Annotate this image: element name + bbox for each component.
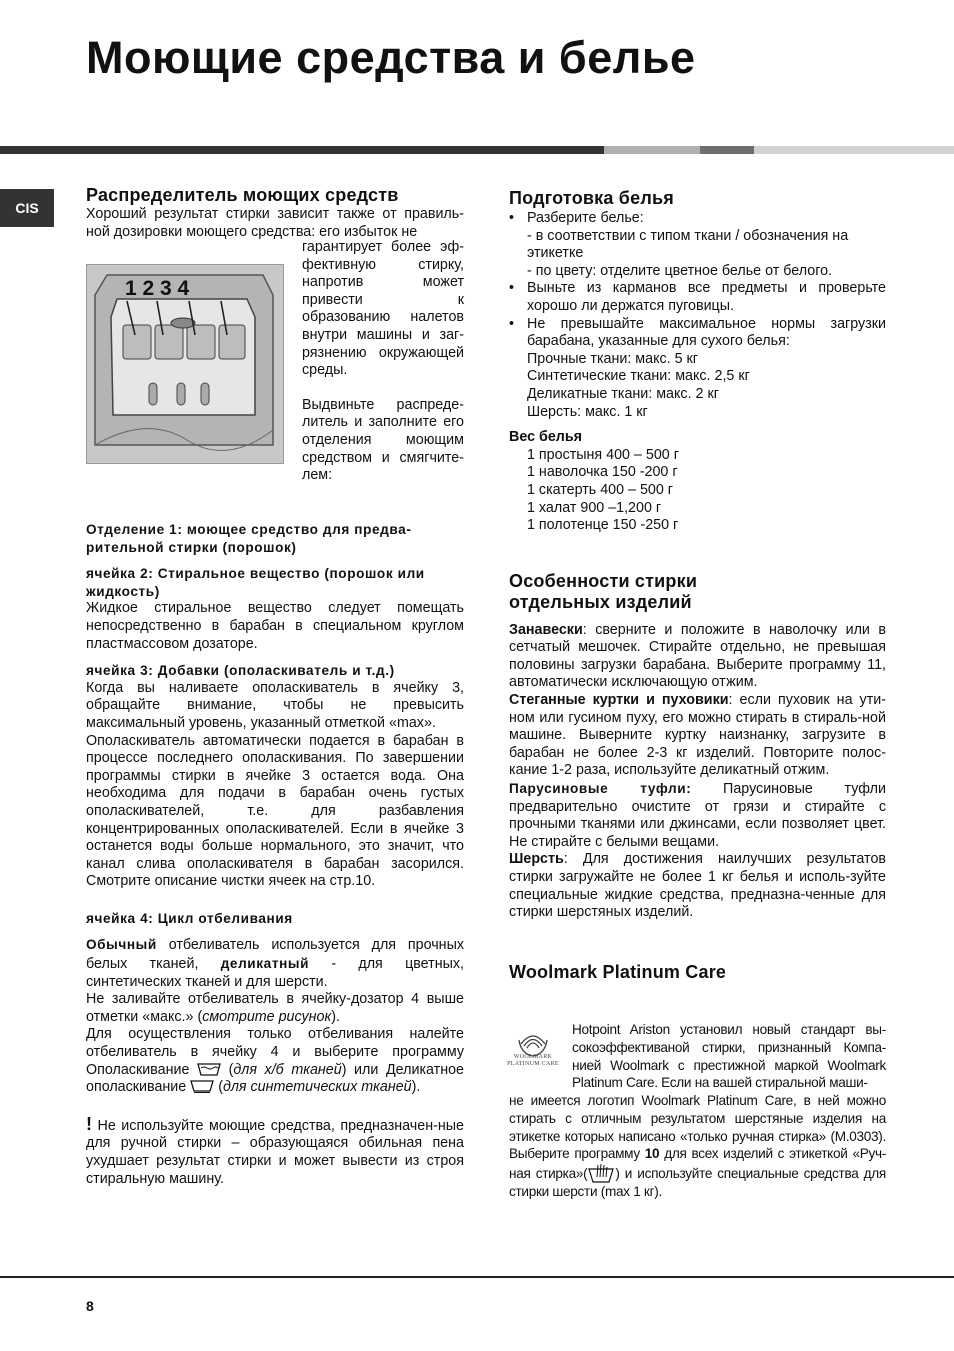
cell4-text-1: Обычный отбеливатель используется для прочных белых тканей, деликатный - для цветных, синтетических тканей и для шерсти. bbox=[86, 937, 465, 990]
prep-item-pockets: • Выньте из карманов все предметы и проверьте хорошо ли держатся пуговицы. bbox=[509, 280, 886, 315]
weight-item: 1 наволочка 150 -200 г bbox=[527, 464, 678, 481]
cell3-text-2: Ополаскиватель автоматически подается в барабан в процессе последнего ополаскивания. По завершении программы стирки в ячейке 3 остается вода. Она необходима для подачи в барабан очень густых ополаскивателей, т.е. для разбавления концентрированных ополаскивателей. Если в ячейке 3 останется воды больше нормального, это значит, что канал слива ополаскивателя в барабан засорился. Смотрите описание чистки ячеек на стр.10. bbox=[86, 732, 464, 890]
weight-item: 1 скатерть 400 – 500 г bbox=[527, 481, 674, 498]
cell2-heading: ячейка 2: Стиральное вещество (порошок или жидкость) bbox=[86, 566, 425, 599]
woolmark-body-text: не имеется логотип Woolmark Platinum Care, в ней можно стирать с отличным результатом шерстяные изделия на этикетке которых написано «только ручная стирка» (M.0303). Выберите программу 10 для всех изделий с этикеткой «Руч-ная стирка»( ) и используйте специальные средства для стирки шерсти (max 1 кг). bbox=[509, 1093, 886, 1200]
normal-label: Обычный bbox=[86, 937, 157, 953]
intro-wrap-text: гарантирует более эф-фективную стирку, напротив может привести к образованию налетов внутри машины и заг-рязнению окружающей среды. bbox=[302, 239, 464, 379]
prep-item-sort: • Разберите белье: - в соответствии с типом ткани / обозначения на этикетке - по цвету: отделите цветное белье от белого. bbox=[509, 210, 886, 280]
prep-heading: Подготовка белья bbox=[509, 188, 674, 208]
prep-item-load: • Не превышайте максимальное нормы загрузки барабана, указанные для сухого белья: Прочные ткани: макс. 5 кг Синтетические ткани: макс. 2,5 кг Деликатные ткани: макс. 2 кг Шерсть: макс. 1 кг bbox=[509, 316, 886, 422]
shoes-text: Парусиновые туфли: Парусиновые туфли предварительно очистите от грязи и стирайте с прочными тканями или джинсами, если позволяет цвет. Не стирайте с белыми вещами. bbox=[509, 781, 886, 850]
wool-text: Шерсть: Для достижения наилучших результатов стирки загружайте не более 1 кг белья и исполь-зуйте специальные жидкие средства, предназна-ченные для стирки шерстяных изделий. bbox=[509, 851, 886, 921]
weight-heading: Вес белья bbox=[509, 429, 583, 446]
left-column-body bbox=[86, 521, 464, 1188]
woolmark-heading: Woolmark Platinum Care bbox=[509, 961, 727, 982]
cell1-heading: Отделение 1: моющее средство для предва-рительной стирки (порошок) bbox=[86, 522, 412, 555]
page-title: Моющие средства и белье bbox=[86, 32, 696, 83]
weight-item: 1 халат 900 –1,200 г bbox=[527, 499, 662, 516]
wash-tub-icon bbox=[197, 1062, 221, 1076]
woolmark-logo bbox=[507, 1024, 559, 1080]
dispenser-heading: Распределитель моющих средств bbox=[86, 185, 399, 205]
pull-out-text: Выдвиньте распреде-литель и заполните его отделения моющим средством и смягчите-лем: bbox=[302, 396, 464, 484]
cell4-text-2: Не заливайте отбеливатель в ячейку-дозатор 4 выше отметки «макс.» (смотрите рисунок). bbox=[86, 991, 464, 1025]
header-bar-mid bbox=[700, 146, 754, 154]
hand-wash-icon bbox=[587, 1163, 615, 1183]
left-column bbox=[86, 185, 464, 241]
delicate-label: деликатный bbox=[220, 956, 310, 972]
special-heading: Особенности стирки отдельных изделий bbox=[509, 570, 698, 612]
dispenser-figure bbox=[86, 264, 284, 464]
right-column bbox=[509, 188, 886, 983]
weight-list bbox=[509, 447, 886, 535]
page-number: 8 bbox=[86, 1298, 94, 1314]
header-bar-pale bbox=[754, 146, 954, 154]
woolmark-logo-text: WOOLMARK PLATINUM CARE bbox=[507, 1054, 559, 1067]
woolmark-body bbox=[509, 1092, 886, 1201]
woolmark-wrap-text: Hotpoint Ariston установил новый стандарт вы-сокоэффективаной стирки, признанный Компа-нией Woolmark с престижной маркой Woolmark Platinum Care. Если на вашей стиральной маши- bbox=[572, 1022, 886, 1091]
prep-list bbox=[509, 210, 886, 421]
delicate-tub-icon bbox=[190, 1079, 214, 1093]
footer-rule bbox=[0, 1276, 954, 1278]
cell4-heading: ячейка 4: Цикл отбеливания bbox=[86, 910, 293, 926]
intro-text: Хороший результат стирки зависит также от правиль-ной дозировки моющего средства: его избыток не bbox=[86, 206, 464, 240]
woolmark-logo-icon bbox=[507, 1024, 559, 1080]
intro-wrap-column bbox=[302, 239, 464, 485]
cell2-text: Жидкое стиральное вещество следует помещать непосредственно в барабан в специальном круглом пластмассовом дозаторе. bbox=[86, 600, 464, 652]
cell4-text-3: Для осуществления только отбеливания налейте отбеливатель в ячейку 4 и выберите программу Ополаскивание (для х/б тканей) или Деликатное ополаскивание (для синтетических тканей). bbox=[86, 1026, 465, 1096]
cell3-text-1: Когда вы наливаете ополаскиватель в ячейку 3, обращайте внимание, чтобы не превысить максимальный уровень, указанный отметкой «max». bbox=[86, 679, 464, 731]
warning-text: ! Не используйте моющие средства, предназначен-ные для ручной стирки – образующаяся обильная пена ухудшает результат стирки и может вывести из строя стиральную машину. bbox=[86, 1113, 464, 1187]
weight-item: 1 простыня 400 – 500 г bbox=[527, 446, 679, 463]
language-tab: CIS bbox=[0, 189, 54, 227]
figure-cell-labels: 1 2 3 4 bbox=[125, 277, 190, 300]
header-bar-dark bbox=[0, 146, 604, 154]
curtains-text: Занавески: сверните и положите в наволочку или в сетчатый мешочек. Стирайте отдельно, не превышая половины загрузки барабана. Выберите программу 11, автоматически исключающую отжим. bbox=[509, 621, 886, 691]
cell3-heading: ячейка 3: Добавки (ополаскиватель и т.д.) bbox=[86, 663, 395, 679]
weight-item: 1 полотенце 150 -250 г bbox=[527, 517, 679, 534]
jackets-text: Стеганные куртки и пуховики: если пуховик на ути-ном или гусином пуху, его можно стирать в стираль-ной машине. Выверните куртку наизнанку, загрузите в барабан не более 2-3 кг изделий. Повторите полос-кание 1-2 раза, используйте деликатный отжим. bbox=[509, 692, 886, 779]
header-bar-light bbox=[604, 146, 700, 154]
warning-icon: ! bbox=[86, 1113, 92, 1134]
woolmark-wrap bbox=[572, 1021, 886, 1092]
